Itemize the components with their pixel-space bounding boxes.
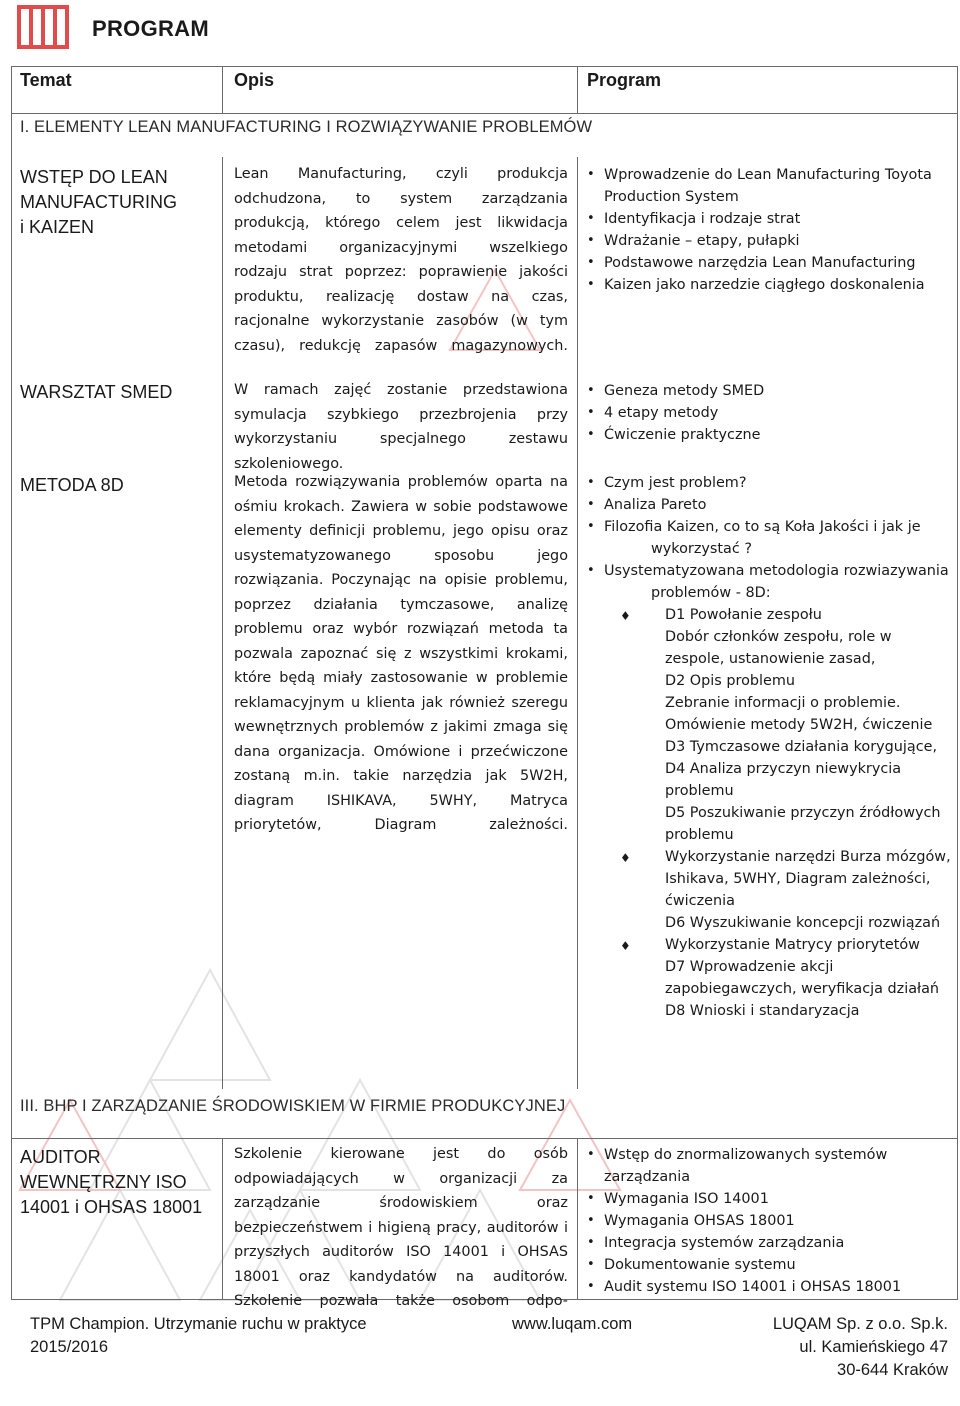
section-divider bbox=[11, 1138, 958, 1139]
topic-line: AUDITOR bbox=[20, 1147, 101, 1167]
description-text: W ramach zajęć zostanie przedstawiona symulacja szybkiego przezbrojenia przy wykorzystaniu specjalnego zestawu szkoleniowego. bbox=[234, 382, 568, 472]
program-list bbox=[586, 1144, 952, 1298]
bullet-icon: • bbox=[587, 255, 595, 270]
column-divider-2 bbox=[577, 66, 578, 114]
footer-city: 30-644 Kraków bbox=[837, 1361, 948, 1379]
diamond-bullet-icon: ♦ bbox=[620, 851, 631, 865]
list-item: • Analiza Pareto bbox=[586, 494, 952, 516]
topic-line: WEWNĘTRZNY ISO bbox=[20, 1172, 187, 1192]
list-item: • Dokumentowanie systemu bbox=[586, 1254, 952, 1276]
section-title: I. ELEMENTY LEAN MANUFACTURING I ROZWIĄZYWANIE PROBLEMÓW bbox=[20, 118, 593, 136]
bullet-icon: • bbox=[587, 519, 595, 534]
bullet-icon: • bbox=[587, 1257, 595, 1272]
sub-list-item: Dobór członków zespołu, role w zespole, ustanowienie zasad, bbox=[665, 629, 892, 667]
topic-title bbox=[20, 473, 124, 498]
bullet-icon: • bbox=[587, 563, 595, 578]
footer-year: 2015/2016 bbox=[30, 1338, 108, 1356]
sub-list-item: D6 Wyszukiwanie koncepcji rozwiązań bbox=[665, 915, 941, 931]
topic-line: i KAIZEN bbox=[20, 217, 95, 237]
topic-line: MANUFACTURING bbox=[20, 192, 177, 212]
bullet-icon: • bbox=[587, 1235, 595, 1250]
sub-list-item: D8 Wnioski i standaryzacja bbox=[665, 1003, 860, 1019]
bullet-icon: • bbox=[587, 475, 595, 490]
diamond-bullet-icon: ♦ bbox=[620, 939, 631, 953]
topic-description bbox=[234, 162, 568, 383]
sub-list-wrapper bbox=[586, 604, 952, 1022]
list-item: • Podstawowe narzędzia Lean Manufacturing bbox=[586, 252, 952, 274]
sub-list-item: ♦ D1 Powołanie zespołu bbox=[586, 604, 952, 626]
list-item: • Filozofia Kaizen, co to są Koła Jakości i jak je wykorzystać ? bbox=[586, 516, 952, 560]
section-title: III. BHP I ZARZĄDZANIE ŚRODOWISKIEM W FIRMIE PRODUKCYJNEJ bbox=[20, 1097, 566, 1115]
bullet-icon: • bbox=[587, 383, 595, 398]
list-item: • Identyfikacja i rodzaje strat bbox=[586, 208, 952, 230]
sub-list-item: D3 Tymczasowe działania korygujące, bbox=[665, 739, 938, 755]
list-item: • 4 etapy metody bbox=[586, 402, 952, 424]
topic-description bbox=[234, 470, 568, 862]
description-text: Lean Manufacturing, czyli produkcja odchudzona, to system zarządzania produkcją, którego celem jest likwidacja metodami organizacyjnymi wszelkiego rodzaju strat poprzez: poprawienie jakości produktu, realizację dostaw na czas, racjonalne wykorzystanie zasobów (w tym czasu), redukcję zapasów magazynowych. bbox=[234, 166, 568, 354]
list-item: • Wdrażanie – etapy, pułapki bbox=[586, 230, 952, 252]
bullet-icon: • bbox=[587, 497, 595, 512]
footer-course-name: TPM Champion. Utrzymanie ruchu w praktyce bbox=[30, 1315, 367, 1333]
footer-website[interactable]: www.luqam.com bbox=[512, 1315, 633, 1333]
list-item: • Wprowadzenie do Lean Manufacturing Toyota Production System bbox=[586, 164, 952, 208]
topic-title bbox=[20, 380, 172, 405]
program-list bbox=[586, 472, 952, 1022]
page-title: PROGRAM bbox=[92, 16, 209, 41]
bullet-icon: • bbox=[587, 1147, 595, 1162]
sub-list-item: D4 Analiza przyczyn niewykrycia problemu bbox=[665, 761, 902, 799]
topic-line: METODA 8D bbox=[20, 475, 124, 495]
topic-title bbox=[20, 1145, 202, 1220]
bullet-icon: • bbox=[587, 211, 595, 226]
list-item: • Kaizen jako narzedzie ciągłego doskonalenia bbox=[586, 274, 952, 296]
sub-list-item: Zebranie informacji o problemie. bbox=[665, 695, 901, 711]
sub-list-item: ♦ Wykorzystanie Matrycy priorytetów bbox=[586, 934, 952, 956]
bullet-icon: • bbox=[587, 1279, 595, 1294]
footer-company: LUQAM Sp. z o.o. Sp.k. bbox=[772, 1315, 948, 1333]
footer-street: ul. Kamieńskiego 47 bbox=[799, 1338, 948, 1356]
list-item: • Integracja systemów zarządzania bbox=[586, 1232, 952, 1254]
program-list bbox=[586, 164, 952, 296]
topic-line: 14001 i OHSAS 18001 bbox=[20, 1197, 203, 1217]
bullet-icon: • bbox=[587, 427, 595, 442]
description-text: Szkolenie kierowane jest do osób odpowiadających w organizacji za zarządzanie środowiskiem oraz bezpieczeństwem i higieną pracy, auditorów i przyszłych auditorów ISO 14001 i OHSAS 18001 oraz kandydatów na auditorów. Szkolenie pozwala także osobom odpo- bbox=[234, 1146, 568, 1309]
company-logo-icon bbox=[16, 4, 70, 50]
topic-title bbox=[20, 165, 177, 240]
column-divider-2c bbox=[577, 1139, 578, 1300]
topic-line: WSTĘP DO LEAN bbox=[20, 167, 168, 187]
header-divider bbox=[11, 113, 958, 114]
description-text: Metoda rozwiązywania problemów oparta na ośmiu krokach. Zawiera w sobie podstawowe elementy definicji problemu, jego opisu oraz usystematyzowanego sposobu jego rozwiązania. Poczynając na opisie problemu, poprzez działania tymczasowe, analizę problemu oraz wybór rozwiązań metoda ta pozwala zapoznać się z wszystkimi krokami, które będą miały zastosowanie w problemie reklamacyjnym u klienta jak również szeregu wewnętrznych problemów z jakimi zmaga się dana organizacja. Omówione i przećwiczone zostaną m.in. takie narzędzia jak 5W2H, diagram ISHIKAVA, 5WHY, Matryca priorytetów, Diagram zależności. bbox=[234, 474, 568, 833]
list-item: • Wstęp do znormalizowanych systemów zarządzania bbox=[586, 1144, 952, 1188]
footer-course bbox=[30, 1313, 367, 1359]
sub-list-item: D5 Poszukiwanie przyczyn źródłowych problemu bbox=[665, 805, 941, 843]
column-header-topic: Temat bbox=[20, 70, 72, 90]
bullet-icon: • bbox=[587, 405, 595, 420]
column-divider-1 bbox=[222, 66, 223, 114]
list-item: • Ćwiczenie praktyczne bbox=[586, 424, 952, 446]
topic-line: WARSZTAT SMED bbox=[20, 382, 173, 402]
footer-address bbox=[773, 1313, 948, 1382]
column-divider-2b bbox=[577, 157, 578, 1089]
topic-description bbox=[234, 1142, 568, 1338]
column-header-program: Program bbox=[587, 70, 662, 90]
bullet-icon: • bbox=[587, 1191, 595, 1206]
program-list bbox=[586, 380, 952, 446]
diamond-bullet-icon: ♦ bbox=[620, 609, 631, 623]
bullet-icon: • bbox=[587, 277, 595, 292]
bullet-icon: • bbox=[587, 1213, 595, 1228]
column-divider-1c bbox=[222, 1139, 223, 1300]
column-divider-1b bbox=[222, 157, 223, 1089]
sub-list-item: D7 Wprowadzenie akcji zapobiegawczych, weryfikacja działań bbox=[665, 959, 940, 997]
sub-list-item: Omówienie metody 5W2H, ćwiczenie bbox=[665, 717, 933, 733]
sub-list-item: D2 Opis problemu bbox=[665, 673, 796, 689]
list-item: • Wymagania OHSAS 18001 bbox=[586, 1210, 952, 1232]
sub-list bbox=[586, 604, 952, 1022]
list-item: • Usystematyzowana metodologia rozwiazywania problemów - 8D: bbox=[586, 560, 952, 604]
sub-list-item: ♦ Wykorzystanie narzędzi Burza mózgów, Ishikava, 5WHY, Diagram zależności, ćwiczenia bbox=[620, 849, 951, 909]
bullet-icon: • bbox=[587, 167, 595, 182]
list-item: • Audit systemu ISO 14001 i OHSAS 18001 bbox=[586, 1276, 952, 1298]
list-item: • Geneza metody SMED bbox=[586, 380, 952, 402]
list-item: • Czym jest problem? bbox=[586, 472, 952, 494]
list-item: • Wymagania ISO 14001 bbox=[586, 1188, 952, 1210]
column-header-description: Opis bbox=[234, 70, 275, 90]
bullet-icon: • bbox=[587, 233, 595, 248]
